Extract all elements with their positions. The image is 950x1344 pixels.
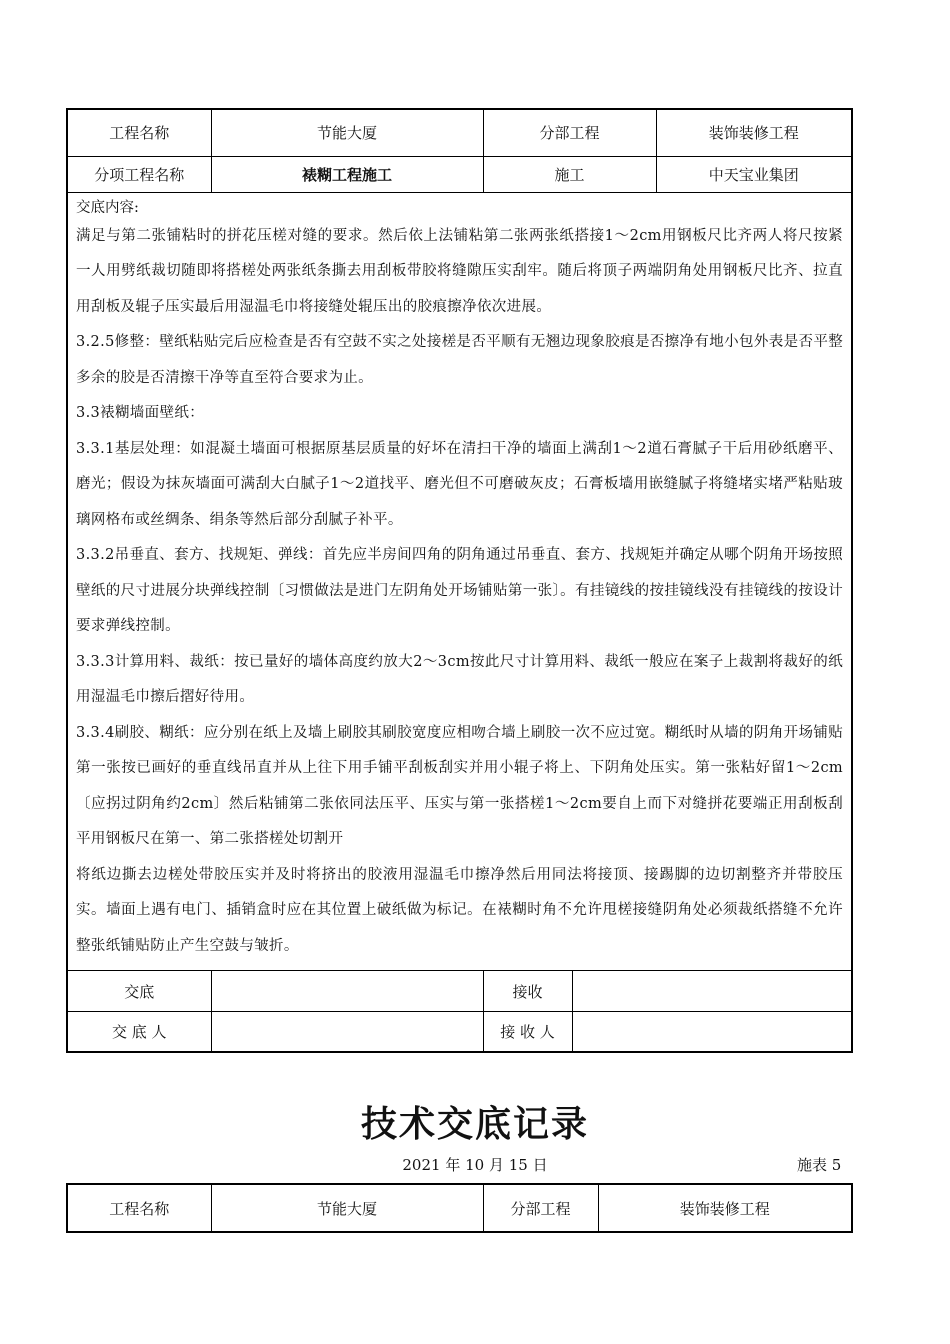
receiver-person-label: 接 收 人 [483, 1012, 572, 1052]
project-name-label: 工程名称 [67, 109, 211, 156]
record-title: 技术交底记录 [360, 1104, 589, 1145]
subitem-value: 裱糊工程施工 [211, 156, 483, 192]
subitem-label: 分项工程名称 [67, 156, 211, 192]
receive-signature-field [572, 971, 852, 1012]
handover-signature-field [211, 971, 483, 1012]
handover-person-field [211, 1012, 483, 1052]
content-paragraph: 3.2.5修整：壁纸粘贴完后应检查是否有空鼓不实之处接槎是否平顺有无翘边现象胶痕是否擦净有地小包外表是否平整多余的胶是否清擦干净等直至符合要求为止。 [76, 334, 844, 386]
division-value: 装饰装修工程 [656, 109, 852, 156]
project-name-label: 工程名称 [67, 1184, 211, 1232]
content-paragraph: 3.3.1基层处理：如混凝土墙面可根据原基层质量的好坏在清扫干净的墙面上满刮1～2道石膏腻子干后用砂纸磨平、磨光；假设为抹灰墙面可满刮大白腻子1～2道找平、磨光但不可磨破灰皮；石膏板墙用嵌缝腻子将缝堵实堵严粘贴玻璃网格布或丝绸条、绢条等然后部分刮腻子补平。 [76, 440, 844, 528]
disclosure-content [67, 192, 852, 971]
contractor-label: 施工 [483, 156, 656, 192]
content-paragraph: 3.3.2吊垂直、套方、找规矩、弹线：首先应半房间四角的阴角通过吊垂直、套方、找规矩并确定从哪个阴角开场按照壁纸的尺寸进展分块弹线控制〔习惯做法是进门左阴角处开场铺贴第一张〕。有挂镜线的按挂镜线没有挂镜线的按设计要求弹线控制。 [76, 547, 844, 634]
content-heading: 交底内容: [76, 199, 139, 216]
division-label: 分部工程 [483, 1184, 598, 1232]
project-name-value: 节能大厦 [211, 109, 483, 156]
receive-label: 接收 [483, 971, 572, 1012]
form-number: 施表 5 [797, 1156, 842, 1174]
division-value: 装饰装修工程 [598, 1184, 852, 1232]
handover-label: 交底 [67, 971, 211, 1012]
project-name-value: 节能大厦 [211, 1184, 483, 1232]
handover-person-label: 交 底 人 [67, 1012, 211, 1052]
content-paragraph: 满足与第二张铺粘时的拼花压槎对缝的要求。然后依上法铺粘第二张两张纸搭接1～2cm用钢板尺比齐两人将尺按紧一人用劈纸裁切随即将搭槎处两张纸条撕去用刮板带胶将缝隙压实刮牢。随后将顶子两端阴角处用钢板尺比齐、拉直用刮板及辊子压实最后用湿温毛巾将接缝处辊压出的胶痕擦净依次进展。 [76, 227, 844, 315]
content-paragraph: 3.3裱糊墙面壁纸： [76, 405, 205, 421]
content-paragraph: 3.3.3计算用料、裁纸：按已量好的墙体高度约放大2～3cm按此尺寸计算用料、裁纸一般应在案子上裁割将裁好的纸用湿温毛巾擦后摺好待用。 [76, 653, 844, 705]
content-paragraph: 将纸边撕去边槎处带胶压实并及时将挤出的胶液用湿温毛巾擦净然后用同法将接顶、接踢脚的边切割整齐并带胶压实。墙面上遇有电门、插销盒时应在其位置上破纸做为标记。在裱糊时角不允许甩槎接缝阴角处必须裁纸搭缝不允许整张纸铺贴防止产生空鼓与皱折。 [76, 866, 844, 954]
content-paragraph: 3.3.4刷胶、糊纸：应分别在纸上及墙上刷胶其刷胶宽度应相吻合墙上刷胶一次不应过宽。糊纸时从墙的阴角开场铺贴第一张按已画好的垂直线吊直并从上往下用手铺平刮板刮实并用小辊子将上、下阴角处压实。第一张粘好留1～2cm〔应拐过阴角约2cm〕然后粘铺第二张依同法压平、压实与第一张搭槎1～2cm要自上而下对缝拼花要端正用刮板刮平用钢板尺在第一、第二张搭槎处切割开 [76, 724, 844, 847]
disclosure-table-page1 [66, 108, 853, 1053]
contractor-value: 中天宝业集团 [656, 156, 852, 192]
record-date: 2021 年 10 月 15 日 [402, 1156, 548, 1174]
division-label: 分部工程 [483, 109, 656, 156]
disclosure-table-page2 [66, 1183, 853, 1233]
receiver-person-field [572, 1012, 852, 1052]
